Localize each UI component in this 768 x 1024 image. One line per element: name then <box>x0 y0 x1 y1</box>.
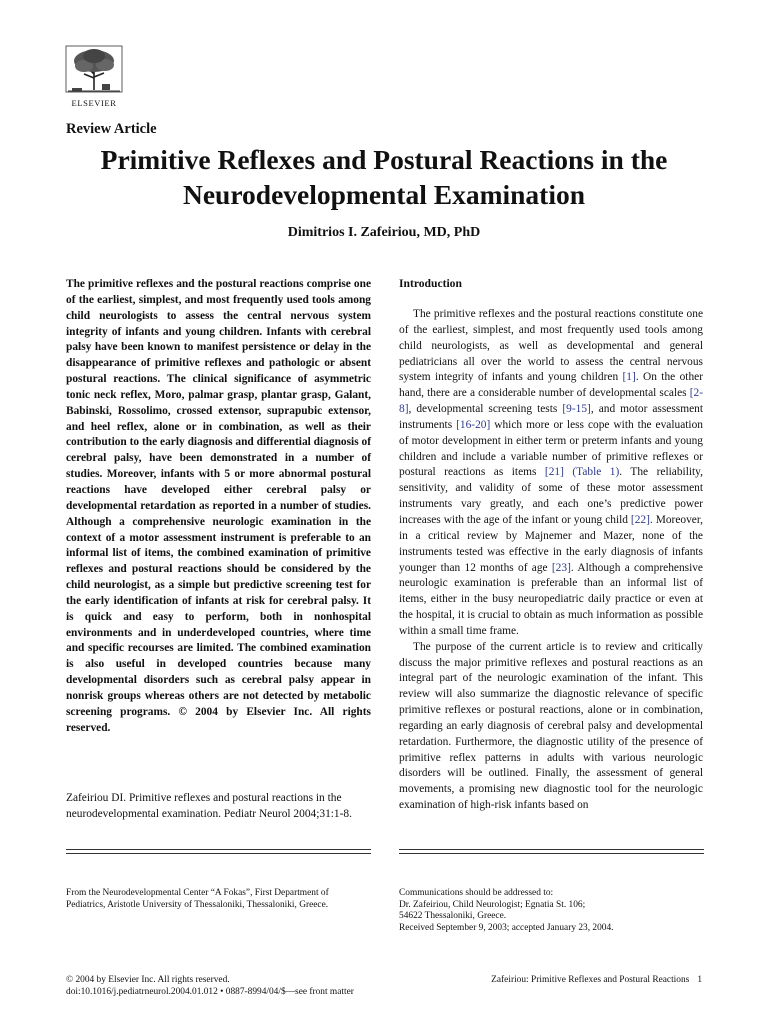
author-line: Dimitrios I. Zafeiriou, MD, PhD <box>287 225 481 240</box>
text-run: . Although a comprehensive neurologic examination is preferable than an informal list of items, either in the busy neuropediatric daily practice or even at the hospital, it is crucial to obtain as much information as possible within a small time frame. <box>399 561 703 637</box>
introduction-body <box>399 307 703 814</box>
doi-line: doi:10.1016/j.pediatrneurol.2004.01.012 • 0887-8994/04/$—see front matter <box>66 986 354 997</box>
divider-line <box>66 849 371 850</box>
footnote-line: Communications should be addressed to: <box>399 888 554 898</box>
reference-link[interactable]: [22] <box>630 513 650 526</box>
footnote-line: From the Neurodevelopmental Center “A Fokas”, First Department of <box>66 888 329 898</box>
reference-link[interactable]: [9-15] <box>562 403 591 416</box>
footnote-line: Received September 9, 2003; accepted January 23, 2004. <box>399 922 614 933</box>
page-number: 1 <box>697 975 702 985</box>
table-link[interactable]: (Table 1) <box>572 466 620 479</box>
paragraph <box>399 307 703 640</box>
reference-link[interactable]: [21] <box>544 466 564 479</box>
copyright-notice: © 2004 by Elsevier Inc. All rights reserved. <box>66 975 230 985</box>
publisher-name: ELSEVIER <box>71 98 117 108</box>
reference-link[interactable]: [16-20] <box>456 418 491 431</box>
footnote-line: Dr. Zafeiriou, Child Neurologist; Egnatia St. 106; <box>399 899 586 910</box>
correspondence-footnote <box>399 888 704 934</box>
reference-link[interactable]: [2-8] <box>399 387 703 416</box>
text-run: The primitive reflexes and the postural reactions constitute one of the earliest, simplest, and most frequently used tools among child neurologists, as well as developmental and general pediatricians all over the world to assess the central nervous system integrity of infants and young children <box>399 308 703 384</box>
text-run: . Moreover, in a critical review by Majnemer and Mazer, none of the instruments tested was effective in the early diagnosis of infants younger than 12 months of age <box>399 513 704 574</box>
article-type: Review Article <box>66 121 157 137</box>
footnote-line: 54622 Thessaloniki, Greece. <box>399 911 507 922</box>
text-run: . On the other hand, there are a considerable number of developmental scales <box>399 371 703 400</box>
page-footer <box>66 975 354 998</box>
tree-icon <box>62 44 126 96</box>
text-run: , and motor assessment instruments <box>399 403 703 431</box>
divider-line <box>399 849 704 850</box>
running-title: Zafeiriou: Primitive Reflexes and Postural Reactions <box>491 975 690 985</box>
running-head <box>491 975 702 985</box>
divider-line <box>66 853 371 854</box>
abstract: The primitive reflexes and the postural reactions comprise one of the earliest, simplest, and most frequently used tools among child neurologists to assess the central nervous system integrity of infants and young children. Infants with cerebral palsy have been known to manifest persistence or delay in the disappearance of primitive reflexes and pathologic or absent postural reactions. The clinical significance of asymmetric tonic neck reflex, Moro, palmar grasp, plantar grasp, Galant, Babinski, Rossolimo, crossed extensor, suprapubic extensor, and heel reflex, alone or in combination, as well as their contribution to the early diagnosis and differential diagnosis of cerebral palsy, have been demonstrated in a number of studies. Moreover, infants with 5 or more abnormal postural reactions have developed either cerebral palsy or developmental retardation as reported in a number of studies. Although a comprehensive neurologic examination in the context of a motor assessment instrument is preferable to an informal list of items, the combined examination of primitive reflexes and postural reactions should be considered by the child neurologist, as a simple but predictive screening test for the early identification of infants at risk for cerebral palsy. It is quick and easy to perform, both in nonhospital environments and in underdeveloped countries, where time and specific recourses are limited. The combined examination is also useful in developed countries because many developmental disorders such as cerebral palsy appear in nonrisk groups whereas others are not detected by metabolic screening programs. © 2004 by Elsevier Inc. All rights reserved. <box>66 278 371 734</box>
reference-link[interactable]: [1] <box>622 371 636 384</box>
affiliation-footnote <box>66 888 371 911</box>
section-heading: Introduction <box>399 277 462 290</box>
reference-link[interactable]: [23] <box>551 561 571 574</box>
divider-line <box>399 853 704 854</box>
article-title: Primitive Reflexes and Postural Reactions in the Neurodevelopmental Examination <box>100 144 668 210</box>
text-run: which more or less cope with the evaluation of motor development in either term or preterm infants and young children and include a variable number of primitive reflexes or postural reactions as items <box>399 418 703 479</box>
text-run: . The reliability, sensitivity, and validity of some of these motor assessment instruments vary greatly, and each one’s predictive power increases with the age of the infant or young child <box>399 466 703 526</box>
text-run: , developmental screening tests <box>408 403 563 416</box>
citation: Zafeiriou DI. Primitive reflexes and postural reactions in the neurodevelopmental examination. Pediatr Neurol 2004;31:1-8. <box>66 792 352 820</box>
elsevier-logo <box>62 44 126 108</box>
footnote-line: Pediatrics, Aristotle University of Thessaloniki, Thessaloniki, Greece. <box>66 899 329 910</box>
paragraph: The purpose of the current article is to review and critically discuss the major primitive reflexes and postural reactions as an integral part of the neurologic examination of the infant. This review will also summarize the diagnostic relevance of specific primitive reflexes or postural reactions, alone or in combination, regarding an early diagnosis of cerebral palsy and developmental retardation. Furthermore, the diagnostic utility of the presence of primitive reflex patterns in adults with various neurologic disorders will be outlined. Finally, the assessment of general movements, a promising new diagnostic tool for the neurologic examination of high-risk infants based on <box>399 640 703 812</box>
